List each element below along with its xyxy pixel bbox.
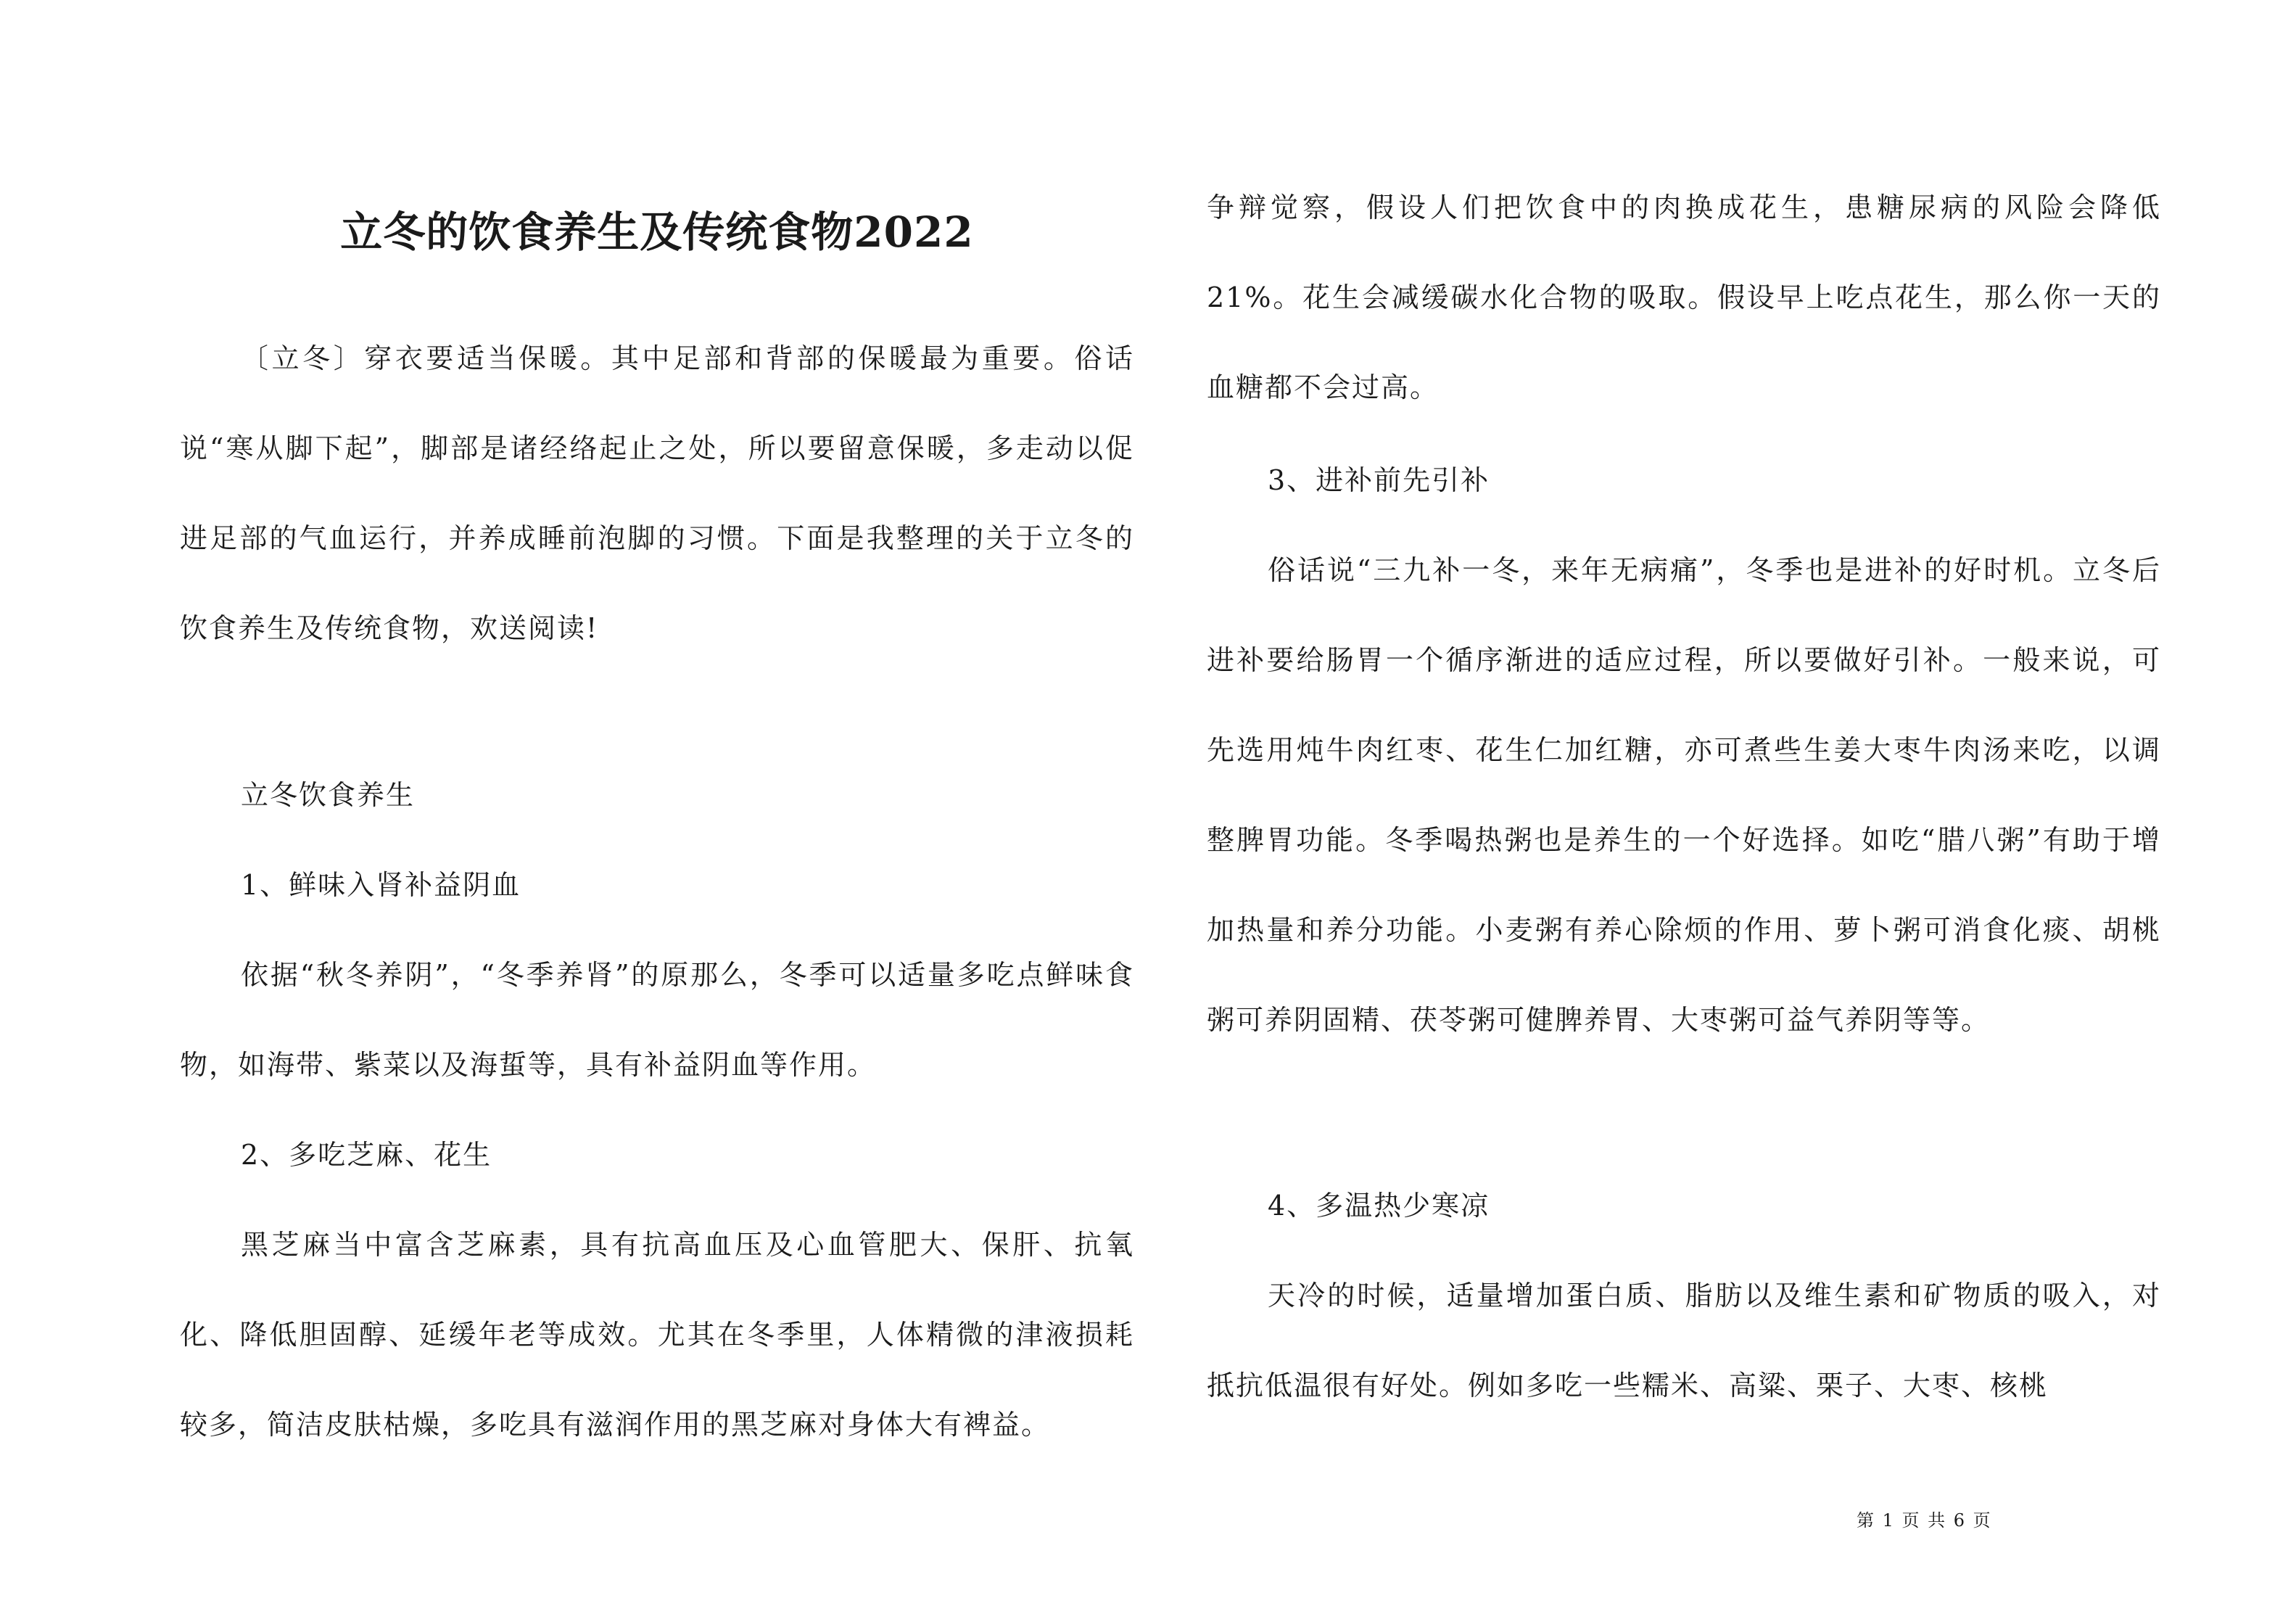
continuation-paragraph: 争辩觉察，假设人们把饮食中的肉换成花生，患糖尿病的风险会降低21%。花生会减缓碳水化合物的吸取。假设早上吃点花生，那么你一天的血糖都不会过高。 (1207, 192, 2161, 403)
item2-heading: 2、多吃芝麻、花生 (241, 1139, 492, 1171)
item1-heading: 1、鲜味入肾补益阴血 (241, 869, 521, 901)
page-number: 第 1 页 共 6 页 (1857, 1510, 1992, 1531)
item4-heading: 4、多温热少寒凉 (1268, 1190, 1490, 1222)
item4-body: 天冷的时候，适量增加蛋白质、脂肪以及维生素和矿物质的吸入，对抵抗低温很有好处。例如多吃一些糯米、高粱、栗子、大枣、核桃 (1207, 1280, 2161, 1401)
section-heading: 立冬饮食养生 (241, 779, 416, 811)
intro-paragraph: 〔立冬〕穿衣要适当保暖。其中足部和背部的保暖最为重要。俗话说“寒从脚下起”，脚部是诸经络起止之处，所以要留意保暖，多走动以促进足部的气血运行，并养成睡前泡脚的习惯。下面是我整理的关于立冬的饮食养生及传统食物，欢送阅读! (180, 342, 1134, 644)
item1-body: 依据“秋冬养阴”，“冬季养肾”的原那么，冬季可以适量多吃点鲜味食物，如海带、紫菜以及海蜇等，具有补益阴血等作用。 (180, 959, 1134, 1081)
item2-body: 黑芝麻当中富含芝麻素，具有抗高血压及心血管肥大、保肝、抗氧化、降低胆固醇、延缓年老等成效。尤其在冬季里，人体精微的津液损耗较多，简洁皮肤枯燥，多吃具有滋润作用的黑芝麻对身体大有裨益。 (180, 1229, 1134, 1441)
item3-heading: 3、进补前先引补 (1268, 464, 1490, 496)
document-title: 立冬的饮食养生及传统食物2022 (340, 207, 974, 257)
item3-body: 俗话说“三九补一冬，来年无病痛”，冬季也是进补的好时机。立冬后进补要给肠胃一个循序渐进的适应过程，所以要做好引补。一般来说，可先选用炖牛肉红枣、花生仁加红糖，亦可煮些生姜大枣牛肉汤来吃，以调整脾胃功能。冬季喝热粥也是养生的一个好选择。如吃“腊八粥”有助于增加热量和养分功能。小麦粥有养心除烦的作用、萝卜粥可消食化痰、胡桃粥可养阴固精、茯苓粥可健脾养胃、大枣粥可益气养阴等等。 (1207, 554, 2161, 1036)
